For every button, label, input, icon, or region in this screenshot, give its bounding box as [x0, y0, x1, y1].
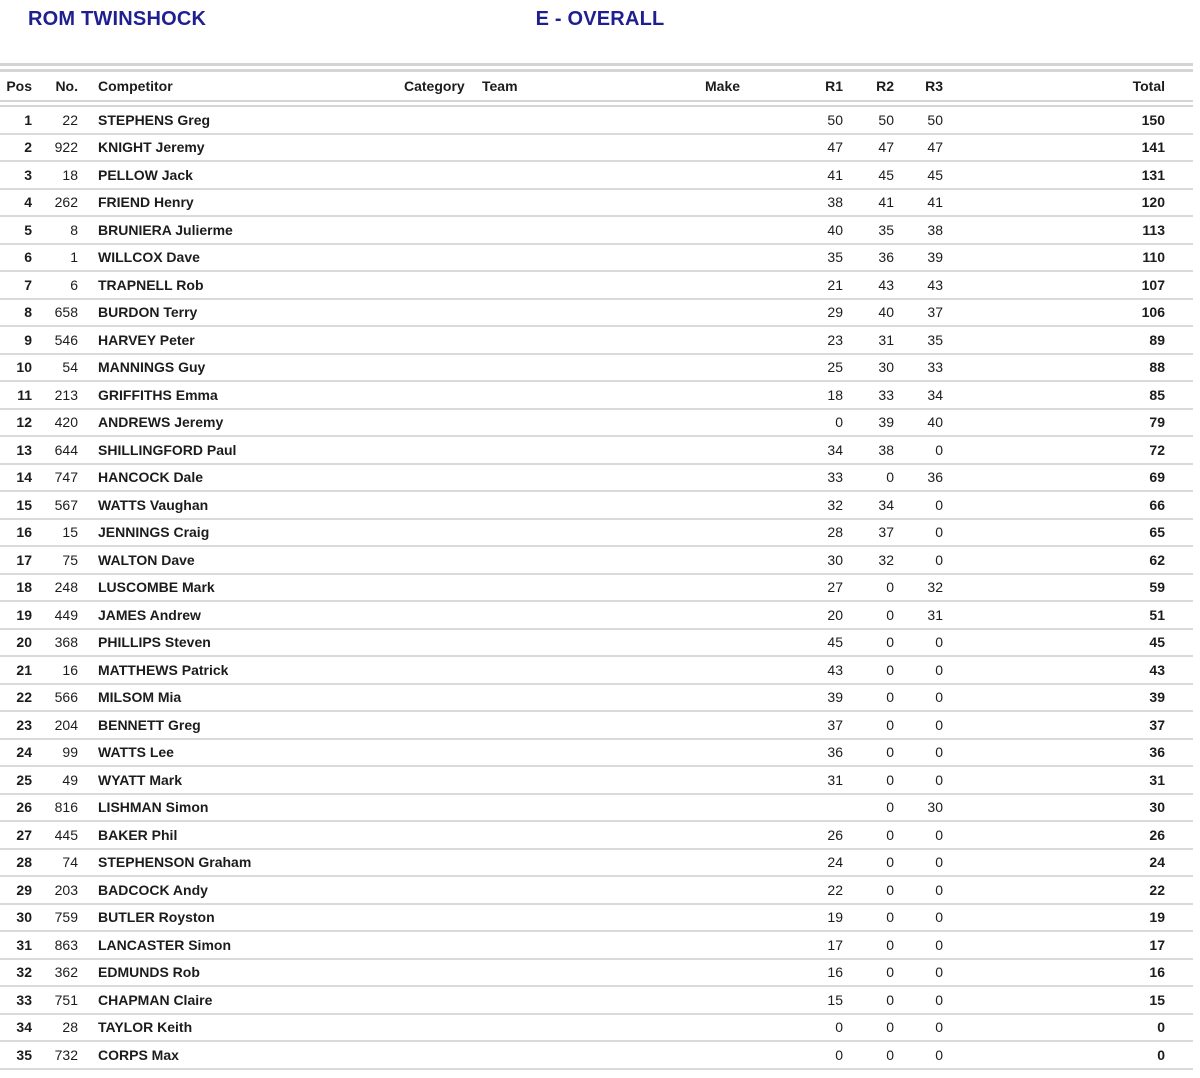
r1-cell: 37 [827, 716, 843, 733]
no-cell: 203 [54, 881, 78, 898]
r1-cell: 0 [835, 414, 843, 431]
r1-cell: 0 [835, 1046, 843, 1063]
no-cell: 922 [54, 139, 78, 156]
no-cell: 362 [54, 964, 78, 981]
competitor-cell: BENNETT Greg [98, 716, 201, 733]
competitor-cell: SHILLINGFORD Paul [98, 441, 237, 458]
table-row [0, 712, 1193, 740]
no-cell: 747 [54, 469, 78, 486]
total-cell: 106 [1141, 304, 1165, 321]
table-row [0, 905, 1193, 933]
header-bottom-rule [0, 100, 1193, 107]
no-cell: 18 [62, 166, 78, 183]
no-cell: 204 [54, 716, 78, 733]
table-row [0, 1015, 1193, 1043]
competitor-cell: EDMUNDS Rob [98, 964, 200, 981]
total-cell: 62 [1149, 551, 1165, 568]
competitor-cell: LISHMAN Simon [98, 799, 209, 816]
pos-cell: 9 [24, 331, 32, 348]
total-cell: 39 [1149, 689, 1165, 706]
r1-cell: 36 [827, 744, 843, 761]
table-row [0, 795, 1193, 823]
pos-cell: 27 [16, 826, 32, 843]
r2-cell: 32 [878, 551, 894, 568]
competitor-cell: GRIFFITHS Emma [98, 386, 218, 403]
header-category: Category [404, 78, 465, 94]
total-cell: 51 [1149, 606, 1165, 623]
pos-cell: 14 [16, 469, 32, 486]
no-cell: 15 [62, 524, 78, 541]
total-cell: 43 [1149, 661, 1165, 678]
pos-cell: 8 [24, 304, 32, 321]
competitor-cell: WATTS Vaughan [98, 496, 209, 513]
total-cell: 36 [1149, 744, 1165, 761]
r2-cell: 0 [886, 854, 894, 871]
r2-cell: 0 [886, 799, 894, 816]
table-row [0, 382, 1193, 410]
r1-cell: 23 [827, 331, 843, 348]
no-cell: 22 [62, 111, 78, 128]
table-row [0, 437, 1193, 465]
r2-cell: 31 [878, 331, 894, 348]
r2-cell: 41 [878, 194, 894, 211]
r1-cell: 50 [827, 111, 843, 128]
r3-cell: 40 [927, 414, 943, 431]
total-cell: 79 [1149, 414, 1165, 431]
competitor-cell: BAKER Phil [98, 826, 178, 843]
competitor-cell: ANDREWS Jeremy [98, 414, 224, 431]
competitor-cell: JAMES Andrew [98, 606, 201, 623]
competitor-cell: PELLOW Jack [98, 166, 193, 183]
pos-cell: 32 [16, 964, 32, 981]
header-pos: Pos [6, 78, 32, 94]
r2-cell: 35 [878, 221, 894, 238]
total-cell: 88 [1149, 359, 1165, 376]
r3-cell: 0 [935, 744, 943, 761]
r1-cell: 27 [827, 579, 843, 596]
no-cell: 28 [62, 1019, 78, 1036]
no-cell: 751 [54, 991, 78, 1008]
r1-cell: 32 [827, 496, 843, 513]
pos-cell: 33 [16, 991, 32, 1008]
table-row [0, 630, 1193, 658]
r2-cell: 0 [886, 1046, 894, 1063]
no-cell: 213 [54, 386, 78, 403]
total-cell: 0 [1157, 1046, 1165, 1063]
r2-cell: 50 [878, 111, 894, 128]
r3-cell: 0 [935, 854, 943, 871]
r2-cell: 0 [886, 881, 894, 898]
table-row [0, 327, 1193, 355]
competitor-cell: MILSOM Mia [98, 689, 182, 706]
pos-cell: 15 [16, 496, 32, 513]
pos-cell: 30 [16, 909, 32, 926]
pos-cell: 25 [16, 771, 32, 788]
no-cell: 54 [62, 359, 78, 376]
r3-cell: 35 [927, 331, 943, 348]
header-team: Team [482, 78, 518, 94]
total-cell: 89 [1149, 331, 1165, 348]
competitor-cell: BURDON Terry [98, 304, 198, 321]
r2-cell: 33 [878, 386, 894, 403]
competitor-cell: STEPHENS Greg [98, 111, 211, 128]
r1-cell: 18 [827, 386, 843, 403]
r1-cell: 29 [827, 304, 843, 321]
table-row [0, 300, 1193, 328]
pos-cell: 7 [24, 276, 32, 293]
pos-cell: 34 [16, 1019, 32, 1036]
r2-cell: 0 [886, 606, 894, 623]
total-cell: 131 [1141, 166, 1165, 183]
no-cell: 99 [62, 744, 78, 761]
table-header-row [0, 72, 1193, 100]
r1-cell: 20 [827, 606, 843, 623]
pos-cell: 13 [16, 441, 32, 458]
r3-cell: 43 [927, 276, 943, 293]
r1-cell: 47 [827, 139, 843, 156]
pos-cell: 26 [16, 799, 32, 816]
total-cell: 0 [1157, 1019, 1165, 1036]
r3-cell: 0 [935, 1046, 943, 1063]
header-r1: R1 [825, 78, 843, 94]
no-cell: 449 [54, 606, 78, 623]
competitor-cell: STEPHENSON Graham [98, 854, 252, 871]
pos-cell: 21 [16, 661, 32, 678]
table-row [0, 767, 1193, 795]
r3-cell: 0 [935, 881, 943, 898]
header-r2: R2 [876, 78, 894, 94]
r1-cell: 25 [827, 359, 843, 376]
r2-cell: 0 [886, 771, 894, 788]
no-cell: 49 [62, 771, 78, 788]
no-cell: 248 [54, 579, 78, 596]
r3-cell: 37 [927, 304, 943, 321]
r3-cell: 0 [935, 1019, 943, 1036]
pos-cell: 12 [16, 414, 32, 431]
pos-cell: 19 [16, 606, 32, 623]
table-row [0, 217, 1193, 245]
r3-cell: 0 [935, 909, 943, 926]
no-cell: 1 [70, 249, 78, 266]
r2-cell: 0 [886, 634, 894, 651]
table-row [0, 245, 1193, 273]
class-title: E - OVERALL [535, 8, 665, 30]
no-cell: 6 [70, 276, 78, 293]
table-row [0, 877, 1193, 905]
header-no: No. [55, 78, 78, 94]
table-row [0, 410, 1193, 438]
r1-cell: 28 [827, 524, 843, 541]
total-cell: 16 [1149, 964, 1165, 981]
table-row [0, 547, 1193, 575]
competitor-cell: KNIGHT Jeremy [98, 139, 205, 156]
r1-cell: 17 [827, 936, 843, 953]
r3-cell: 0 [935, 524, 943, 541]
r2-cell: 0 [886, 716, 894, 733]
pos-cell: 3 [24, 166, 32, 183]
header-competitor: Competitor [98, 78, 173, 94]
competitor-cell: LANCASTER Simon [98, 936, 231, 953]
no-cell: 8 [70, 221, 78, 238]
r3-cell: 39 [927, 249, 943, 266]
total-cell: 65 [1149, 524, 1165, 541]
r3-cell: 0 [935, 496, 943, 513]
r2-cell: 0 [886, 964, 894, 981]
total-cell: 30 [1149, 799, 1165, 816]
total-cell: 66 [1149, 496, 1165, 513]
no-cell: 816 [54, 799, 78, 816]
competitor-cell: WILLCOX Dave [98, 249, 200, 266]
r2-cell: 0 [886, 909, 894, 926]
r3-cell: 32 [927, 579, 943, 596]
table-row [0, 355, 1193, 383]
championship-title: ROM TWINSHOCK [28, 8, 207, 30]
pos-cell: 6 [24, 249, 32, 266]
table-row [0, 107, 1193, 135]
total-cell: 110 [1142, 249, 1165, 266]
table-row [0, 492, 1193, 520]
pos-cell: 2 [24, 139, 32, 156]
results-table [0, 63, 1193, 1070]
pos-cell: 23 [16, 716, 32, 733]
r1-cell: 41 [827, 166, 843, 183]
no-cell: 759 [54, 909, 78, 926]
competitor-cell: HARVEY Peter [98, 331, 195, 348]
r2-cell: 0 [886, 689, 894, 706]
competitor-cell: TRAPNELL Rob [98, 276, 204, 293]
pos-cell: 24 [16, 744, 32, 761]
table-row [0, 932, 1193, 960]
competitor-cell: WATTS Lee [98, 744, 174, 761]
table-row [0, 822, 1193, 850]
r1-cell: 33 [827, 469, 843, 486]
competitor-cell: LUSCOMBE Mark [98, 579, 215, 596]
r2-cell: 0 [886, 579, 894, 596]
r3-cell: 0 [935, 936, 943, 953]
r2-cell: 38 [878, 441, 894, 458]
no-cell: 732 [54, 1046, 78, 1063]
total-cell: 72 [1149, 441, 1165, 458]
header-total: Total [1132, 78, 1165, 94]
pos-cell: 35 [16, 1046, 32, 1063]
no-cell: 567 [54, 496, 78, 513]
header-r3: R3 [925, 78, 943, 94]
pos-cell: 31 [16, 936, 32, 953]
competitor-cell: BUTLER Royston [98, 909, 215, 926]
table-row [0, 520, 1193, 548]
r3-cell: 0 [935, 689, 943, 706]
r3-cell: 0 [935, 634, 943, 651]
r3-cell: 0 [935, 991, 943, 1008]
table-row [0, 740, 1193, 768]
total-cell: 120 [1141, 194, 1165, 211]
r2-cell: 39 [878, 414, 894, 431]
r3-cell: 0 [935, 441, 943, 458]
r3-cell: 0 [935, 826, 943, 843]
r2-cell: 43 [878, 276, 894, 293]
r1-cell: 22 [827, 881, 843, 898]
pos-cell: 5 [24, 221, 32, 238]
r1-cell: 16 [827, 964, 843, 981]
table-row [0, 162, 1193, 190]
r3-cell: 47 [927, 139, 943, 156]
table-row [0, 465, 1193, 493]
pos-cell: 1 [24, 111, 32, 128]
total-cell: 22 [1149, 881, 1165, 898]
pos-cell: 22 [16, 689, 32, 706]
no-cell: 75 [62, 551, 78, 568]
table-row [0, 960, 1193, 988]
table-row [0, 602, 1193, 630]
competitor-cell: MATTHEWS Patrick [98, 661, 229, 678]
total-cell: 45 [1149, 634, 1165, 651]
total-cell: 69 [1149, 469, 1165, 486]
r2-cell: 0 [886, 661, 894, 678]
competitor-cell: TAYLOR Keith [98, 1019, 193, 1036]
no-cell: 262 [54, 194, 78, 211]
competitor-cell: CORPS Max [98, 1046, 179, 1063]
total-cell: 113 [1142, 221, 1165, 238]
table-row [0, 1042, 1193, 1070]
no-cell: 16 [62, 661, 78, 678]
pos-cell: 4 [24, 194, 32, 211]
no-cell: 420 [54, 414, 78, 431]
table-row [0, 850, 1193, 878]
r1-cell: 38 [827, 194, 843, 211]
r3-cell: 0 [935, 716, 943, 733]
no-cell: 74 [62, 854, 78, 871]
r1-cell: 0 [835, 1019, 843, 1036]
r2-cell: 34 [878, 496, 894, 513]
r1-cell: 39 [827, 689, 843, 706]
r3-cell: 34 [927, 386, 943, 403]
competitor-cell: BRUNIERA Julierme [98, 221, 233, 238]
r3-cell: 41 [927, 194, 943, 211]
r3-cell: 0 [935, 771, 943, 788]
total-cell: 107 [1141, 276, 1165, 293]
pos-cell: 11 [17, 386, 32, 403]
r2-cell: 47 [878, 139, 894, 156]
r2-cell: 37 [878, 524, 894, 541]
competitor-cell: MANNINGS Guy [98, 359, 206, 376]
r2-cell: 45 [878, 166, 894, 183]
r2-cell: 36 [878, 249, 894, 266]
no-cell: 445 [54, 826, 78, 843]
table-row [0, 987, 1193, 1015]
total-cell: 59 [1149, 579, 1165, 596]
competitor-cell: PHILLIPS Steven [98, 634, 211, 651]
r3-cell: 50 [927, 111, 943, 128]
r3-cell: 0 [935, 551, 943, 568]
table-row [0, 575, 1193, 603]
r1-cell: 19 [827, 909, 843, 926]
header-make: Make [705, 78, 741, 94]
pos-cell: 10 [16, 359, 32, 376]
no-cell: 566 [54, 689, 78, 706]
total-cell: 15 [1149, 991, 1165, 1008]
table-row [0, 685, 1193, 713]
table-row [0, 657, 1193, 685]
r1-cell: 40 [827, 221, 843, 238]
r1-cell: 35 [827, 249, 843, 266]
r1-cell: 34 [827, 441, 843, 458]
pos-cell: 20 [16, 634, 32, 651]
r2-cell: 40 [878, 304, 894, 321]
r1-cell: 26 [827, 826, 843, 843]
r1-cell: 30 [827, 551, 843, 568]
total-cell: 85 [1149, 386, 1165, 403]
r2-cell: 0 [886, 826, 894, 843]
r2-cell: 0 [886, 991, 894, 1008]
no-cell: 644 [54, 441, 78, 458]
total-cell: 26 [1149, 826, 1165, 843]
r2-cell: 0 [886, 1019, 894, 1036]
no-cell: 368 [54, 634, 78, 651]
competitor-cell: CHAPMAN Claire [98, 991, 213, 1008]
title-bar [0, 0, 1200, 63]
r2-cell: 0 [886, 469, 894, 486]
pos-cell: 18 [16, 579, 32, 596]
competitor-cell: WYATT Mark [98, 771, 183, 788]
r3-cell: 0 [935, 661, 943, 678]
total-cell: 31 [1149, 771, 1165, 788]
r3-cell: 0 [935, 964, 943, 981]
r3-cell: 30 [927, 799, 943, 816]
total-cell: 24 [1149, 854, 1165, 871]
table-row [0, 135, 1193, 163]
r3-cell: 45 [927, 166, 943, 183]
r3-cell: 33 [927, 359, 943, 376]
competitor-cell: WALTON Dave [98, 551, 195, 568]
r1-cell: 24 [827, 854, 843, 871]
competitor-cell: BADCOCK Andy [98, 881, 208, 898]
total-cell: 19 [1149, 909, 1165, 926]
table-row [0, 272, 1193, 300]
table-top-rule [0, 63, 1193, 72]
pos-cell: 29 [16, 881, 32, 898]
r1-cell: 15 [827, 991, 843, 1008]
table-row [0, 190, 1193, 218]
competitor-cell: JENNINGS Craig [98, 524, 210, 541]
r3-cell: 36 [927, 469, 943, 486]
table-body [0, 107, 1193, 1070]
r1-cell: 45 [827, 634, 843, 651]
r1-cell: 43 [827, 661, 843, 678]
r3-cell: 31 [927, 606, 943, 623]
no-cell: 863 [54, 936, 78, 953]
r2-cell: 0 [886, 744, 894, 761]
r1-cell: 21 [827, 276, 843, 293]
total-cell: 17 [1149, 936, 1165, 953]
competitor-cell: FRIEND Henry [98, 194, 194, 211]
no-cell: 658 [54, 304, 78, 321]
total-cell: 37 [1149, 716, 1165, 733]
r3-cell: 38 [927, 221, 943, 238]
r1-cell: 31 [827, 771, 843, 788]
total-cell: 141 [1141, 139, 1165, 156]
total-cell: 150 [1141, 111, 1165, 128]
competitor-cell: HANCOCK Dale [98, 469, 204, 486]
pos-cell: 28 [16, 854, 32, 871]
no-cell: 546 [54, 331, 78, 348]
pos-cell: 17 [16, 551, 32, 568]
r2-cell: 30 [878, 359, 894, 376]
r2-cell: 0 [886, 936, 894, 953]
pos-cell: 16 [16, 524, 32, 541]
